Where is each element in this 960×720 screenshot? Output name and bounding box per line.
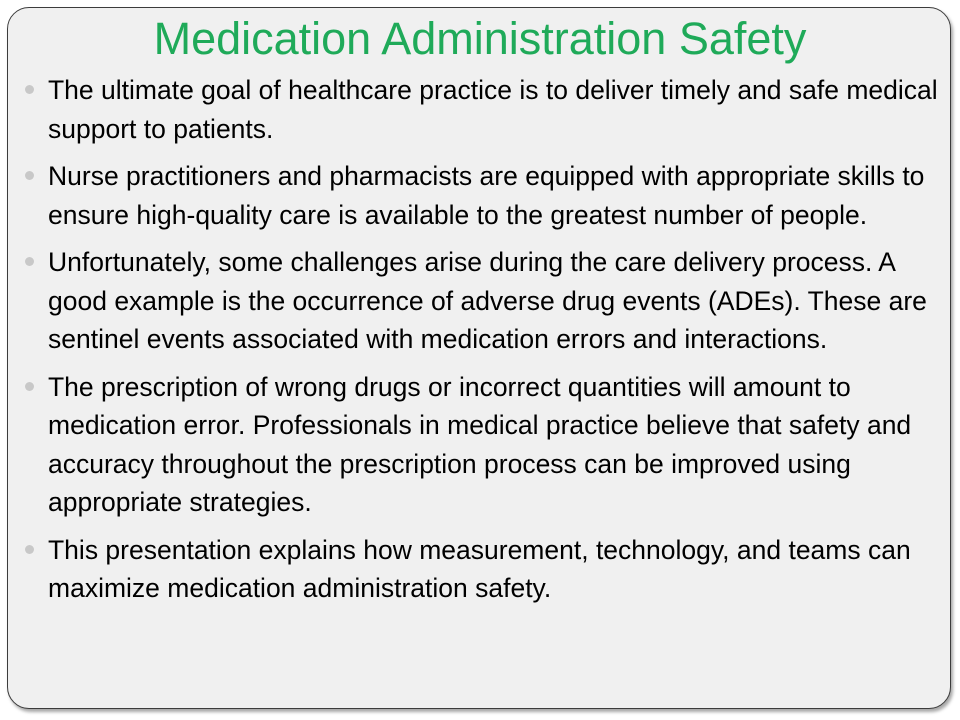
bullet-text: The ultimate goal of healthcare practice is to deliver timely and safe medical support to patients.: [48, 75, 938, 144]
slide-title: Medication Administration Safety: [153, 13, 807, 64]
bullet-text: The prescription of wrong drugs or incorrect quantities will amount to medication error. Professionals in medical practice believe that safety and accuracy throughout the prescription process can be improved using appropriate strategies.: [48, 371, 912, 517]
bullet-item: [22, 531, 946, 608]
slide-frame: [7, 7, 951, 709]
bullet-marker-icon: [25, 382, 34, 391]
bullet-marker-icon: [25, 85, 34, 94]
bullet-marker-icon: [25, 171, 34, 180]
bullet-item: [22, 71, 946, 148]
bullet-text: This presentation explains how measurement, technology, and teams can maximize medication administration safety.: [48, 534, 911, 603]
bullet-marker-icon: [25, 257, 34, 266]
bullet-text: Nurse practitioners and pharmacists are equipped with appropriate skills to ensure high-quality care is available to the greatest number of people.: [48, 161, 925, 230]
bullet-item: [22, 243, 946, 359]
bullet-list: [22, 71, 946, 617]
bullet-item: [22, 157, 946, 234]
bullet-marker-icon: [25, 545, 34, 554]
bullet-item: [22, 368, 946, 522]
bullet-text: Unfortunately, some challenges arise during the care delivery process. A good example is the occurrence of adverse drug events (ADEs). These are sentinel events associated with medication errors and interactions.: [48, 247, 927, 354]
